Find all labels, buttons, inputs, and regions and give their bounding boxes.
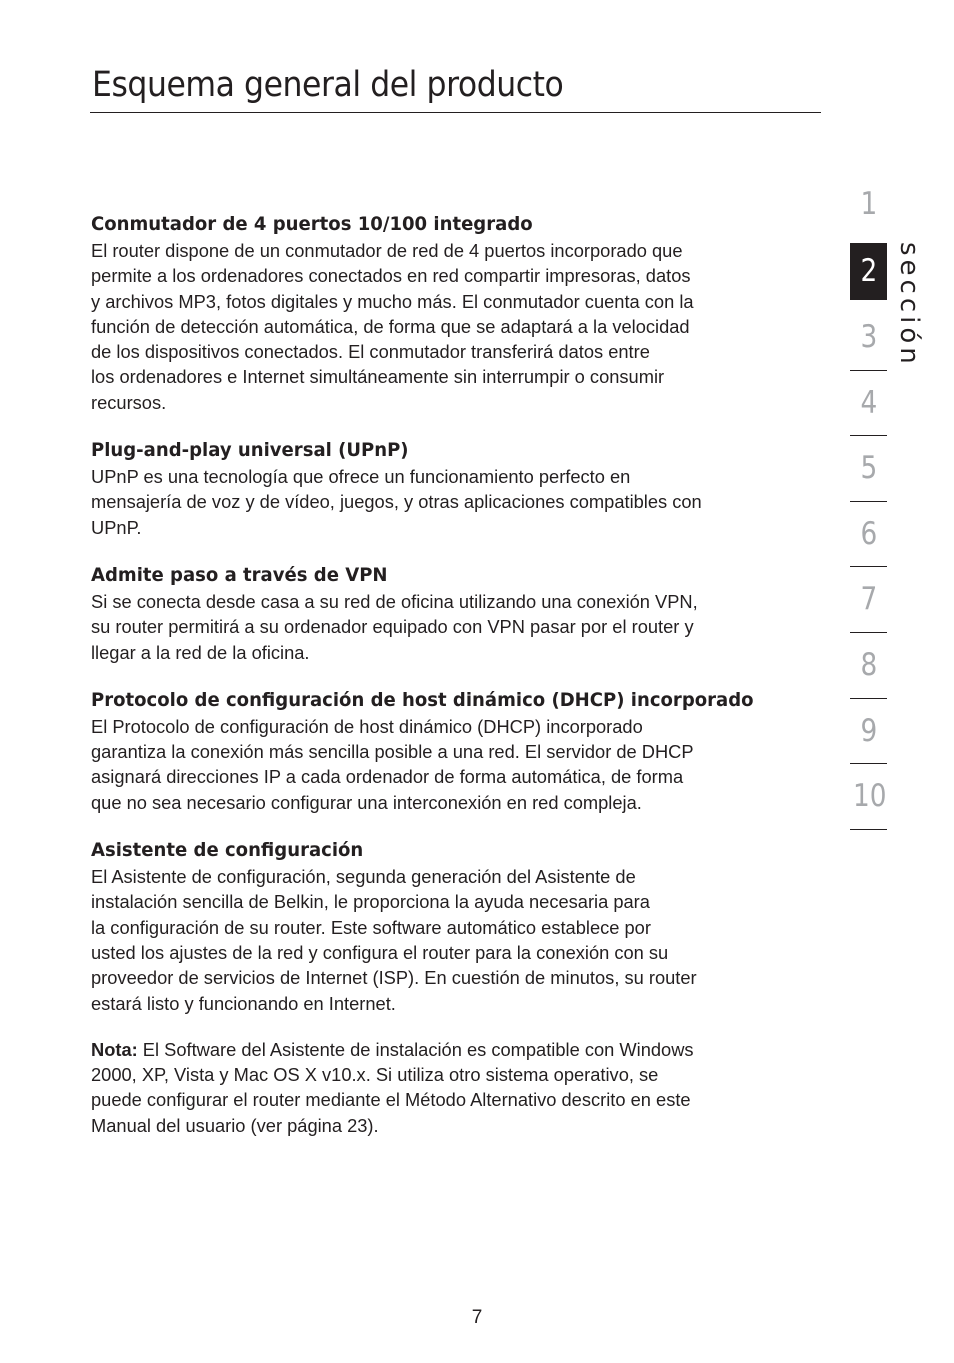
section-number-label: 1 — [860, 186, 877, 222]
section-body — [91, 589, 803, 665]
body-line: su router permitirá a su ordenador equipado con VPN pasar por el router y — [91, 616, 694, 638]
page-number: 7 — [471, 1307, 483, 1328]
section-body — [91, 714, 803, 815]
section-heading: Protocolo de configuración de host dinámico (DHCP) incorporado — [91, 688, 754, 711]
body-line: función de detección automática, de forma que se adaptará a la velocidad — [91, 315, 690, 337]
body-line: El Protocolo de configuración de host dinámico (DHCP) incorporado — [91, 715, 643, 737]
section-body — [91, 238, 803, 415]
title-rule — [90, 112, 821, 113]
main-content — [91, 210, 803, 1138]
section-number-5 — [850, 436, 887, 502]
body-line: recursos. — [91, 391, 167, 413]
section-number-label: 7 — [860, 581, 877, 618]
content-section — [91, 561, 803, 665]
body-line: usted los ajustes de la red y configura el router para la conexión con su — [91, 941, 669, 963]
note-line: puede configurar el router mediante el Método Alternativo descrito en este — [91, 1089, 691, 1111]
section-heading: Asistente de configuración — [91, 839, 364, 862]
body-line: El Asistente de configuración, segunda generación del Asistente de — [91, 866, 636, 888]
note-line: Manual del usuario (ver página 23). — [91, 1114, 379, 1136]
body-line: que no sea necesario configurar una interconexión en red compleja. — [91, 791, 642, 813]
body-line: mensajería de voz y de vídeo, juegos, y otras aplicaciones compatibles con — [91, 491, 702, 513]
section-number-1 — [850, 172, 887, 239]
section-number-9 — [850, 699, 887, 765]
body-line: la configuración de su router. Este software automático establece por — [91, 916, 651, 938]
section-number-label: 10 — [852, 778, 887, 815]
note-line: El Software del Asistente de instalación es compatible con Windows — [137, 1038, 694, 1060]
note-line: 2000, XP, Vista y Mac OS X v10.x. Si utiliza otro sistema operativo, se — [91, 1064, 659, 1086]
section-number-2 — [850, 243, 887, 300]
section-heading: Plug-and-play universal (UPnP) — [91, 439, 409, 462]
section-number-4 — [850, 371, 887, 437]
content-section — [91, 436, 803, 540]
body-line: UPnP es una tecnología que ofrece un funcionamiento perfecto en — [91, 466, 631, 488]
body-line: de los dispositivos conectados. El conmutador transferirá datos entre — [91, 341, 650, 363]
body-line: proveedor de servicios de Internet (ISP). En cuestión de minutos, su router — [91, 967, 697, 989]
section-body — [91, 864, 803, 1016]
content-section — [91, 686, 803, 815]
section-label: sección — [894, 242, 924, 368]
section-number-6 — [850, 502, 887, 568]
section-body — [91, 464, 803, 540]
content-section — [91, 210, 803, 415]
section-number-label: 3 — [860, 319, 877, 355]
body-line: permite a los ordenadores conectados en red compartir impresoras, datos — [91, 265, 691, 287]
body-line: estará listo y funcionando en Internet. — [91, 992, 396, 1014]
section-number-label: 9 — [860, 712, 877, 749]
section-number-label: 6 — [860, 515, 877, 552]
body-line: y archivos MP3, fotos digitales y mucho más. El conmutador cuenta con la — [91, 290, 694, 312]
content-section — [91, 836, 803, 1016]
body-line: Si se conecta desde casa a su red de oficina utilizando una conexión VPN, — [91, 590, 698, 612]
body-line: UPnP. — [91, 516, 142, 538]
page-title: Esquema general del producto — [92, 65, 564, 105]
body-line: instalación sencilla de Belkin, le proporciona la ayuda necesaria para — [91, 891, 650, 913]
note-label: Nota: — [91, 1038, 138, 1060]
section-heading: Admite paso a través de VPN — [91, 563, 388, 586]
note-paragraph — [91, 1037, 803, 1138]
section-number-label: 2 — [860, 253, 877, 289]
section-number-3 — [850, 305, 887, 371]
body-line: garantiza la conexión más sencilla posible a una red. El servidor de DHCP — [91, 741, 694, 763]
section-number-label: 5 — [860, 450, 877, 487]
section-number-label: 8 — [860, 646, 877, 683]
section-number-7 — [850, 567, 887, 633]
section-number-8 — [850, 633, 887, 699]
body-line: El router dispone de un conmutador de red de 4 puertos incorporado que — [91, 240, 683, 261]
body-line: asignará direcciones IP a cada ordenador de forma automática, de forma — [91, 766, 684, 788]
section-number-10 — [850, 764, 887, 830]
body-line: llegar a la red de la oficina. — [91, 641, 310, 663]
section-heading: Conmutador de 4 puertos 10/100 integrado — [91, 213, 533, 235]
section-number-label: 4 — [860, 384, 877, 421]
section-nav — [850, 172, 887, 830]
body-line: los ordenadores e Internet simultáneamente sin interrumpir o consumir — [91, 366, 665, 388]
